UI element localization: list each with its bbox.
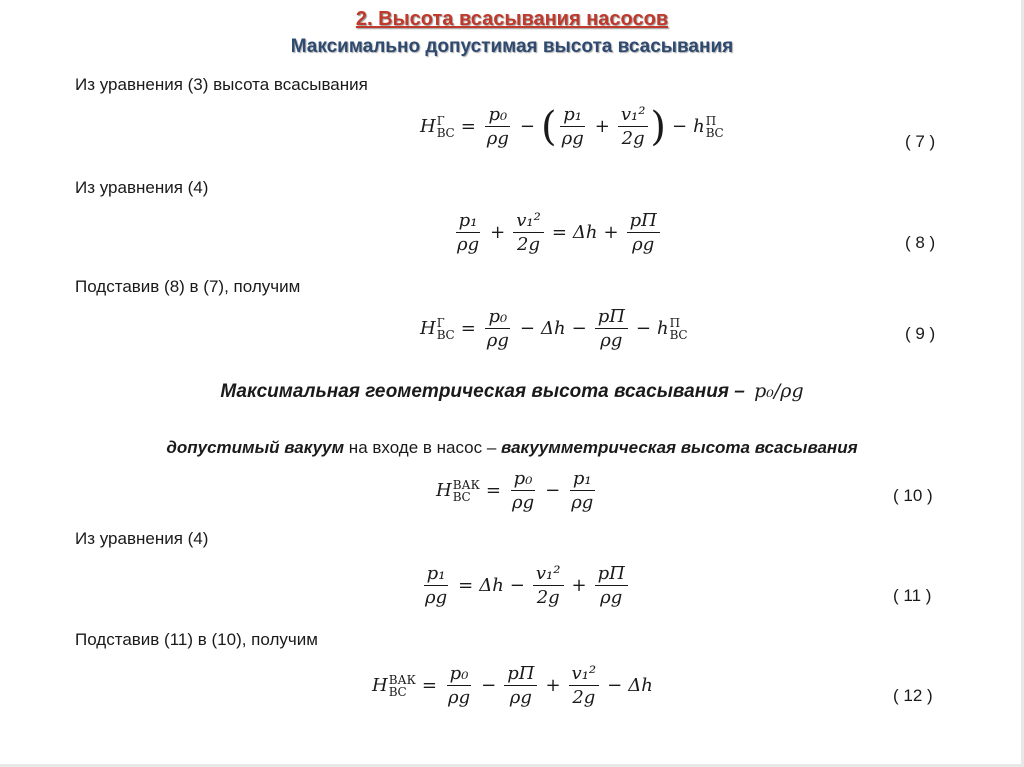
h-symbol: H Г ВС <box>420 113 455 140</box>
equation-12: H ВАК ВС = $\frac{\text{p₀}}{\rho g}$ − $\frac{pП}{\rho g}$ + $\frac{\text{v₁²}}{2g}$ − Δh <box>372 663 653 708</box>
max-geometric-height-line: Максимальная геометрическая высота всасывания – p₀/ρg <box>220 380 804 402</box>
text-line-2: Из уравнения (4) <box>75 178 209 197</box>
slide-title: 2. Высота всасывания насосов <box>355 8 669 30</box>
equation-number-10: ( 10 ) <box>893 486 933 505</box>
text-line-3: Подставив (8) в (7), получим <box>75 277 301 296</box>
equation-9: H Г ВС = $\frac{\text{p₀}}{\rho g}$ − Δh − $\frac{pП}{\rho g}$ − h П ВС <box>420 306 688 351</box>
text-line-4: Из уравнения (4) <box>75 529 209 548</box>
equation-10: H ВАК ВС = $\frac{\text{p₀}}{\rho g}$ − $\frac{\text{p₁}}{\rho g}$ <box>436 468 594 513</box>
equation-number-8: ( 8 ) <box>905 233 936 252</box>
slide-subtitle: Максимально допустимая высота всасывания <box>290 36 734 57</box>
equation-number-11: ( 11 ) <box>893 586 932 605</box>
equation-number-7: ( 7 ) <box>905 132 936 151</box>
equation-7: H Г ВС = $\frac{\text{p₀}}{\rho g}$ − ( $\frac{\text{p₁}}{\rho g}$ + $\frac{\text{v₁²}}{2g}$ ) − h П ВС <box>420 103 724 150</box>
equation-8: $\frac{\text{p₁}}{\rho g}$ + $\frac{\text{v₁²}}{2g}$ = Δh + $\frac{pП}{\rho g}$ <box>452 210 662 255</box>
text-line-5: Подставив (11) в (10), получим <box>75 630 318 649</box>
equation-11: $\frac{\text{p₁}}{\rho g}$ = Δh − $\frac{\text{v₁²}}{2g}$ + $\frac{pП}{\rho g}$ <box>420 563 630 608</box>
text-line-1: Из уравнения (3) высота всасывания <box>75 75 368 94</box>
equation-number-9: ( 9 ) <box>905 324 936 343</box>
equation-number-12: ( 12 ) <box>893 686 933 705</box>
vacuum-line: допустимый вакуум на входе в насос – вакуумметрическая высота всасывания <box>166 438 858 457</box>
